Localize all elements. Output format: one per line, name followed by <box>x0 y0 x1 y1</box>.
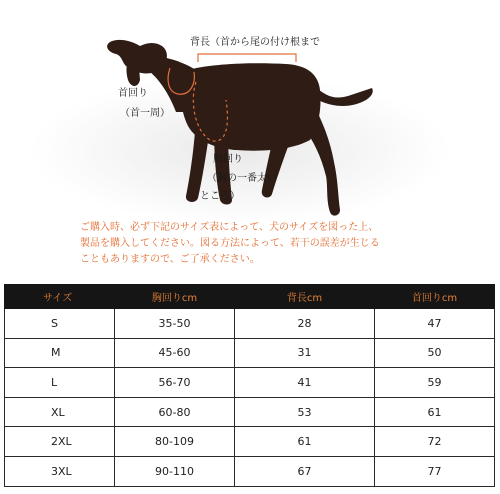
table-row <box>5 338 495 368</box>
header-size: サイズ <box>5 285 115 309</box>
cell-size: L <box>5 368 115 398</box>
table-row <box>5 309 495 339</box>
cell-size: M <box>5 338 115 368</box>
cell-chest: 45-60 <box>115 338 235 368</box>
table-row <box>5 427 495 457</box>
cell-back-length: 53 <box>235 397 375 427</box>
table-row <box>5 368 495 398</box>
neck-label: 首回り <box>118 88 148 99</box>
cell-chest: 80-109 <box>115 427 235 457</box>
chest-label: 胸回り <box>213 154 243 165</box>
cell-chest: 60-80 <box>115 397 235 427</box>
cell-back-length: 31 <box>235 338 375 368</box>
cell-neck: 72 <box>375 427 495 457</box>
back-length-label: 背長（首から尾の付け根まで <box>190 37 320 48</box>
cell-chest: 56-70 <box>115 368 235 398</box>
cell-neck: 50 <box>375 338 495 368</box>
header-chest: 胸回りcm <box>115 285 235 309</box>
chest-sub-label-1: （胸の一番太い <box>207 173 277 184</box>
cell-neck: 47 <box>375 309 495 339</box>
chest-sub-label-2: ところ） <box>200 191 240 202</box>
purchase-note <box>80 220 470 268</box>
cell-neck: 59 <box>375 368 495 398</box>
table-row <box>5 397 495 427</box>
cell-back-length: 28 <box>235 309 375 339</box>
cell-size: S <box>5 309 115 339</box>
cell-back-length: 61 <box>235 427 375 457</box>
cell-size: XL <box>5 397 115 427</box>
cell-back-length: 41 <box>235 368 375 398</box>
cell-back-length: 67 <box>235 456 375 486</box>
cell-size: 2XL <box>5 427 115 457</box>
cell-chest: 35-50 <box>115 309 235 339</box>
neck-sub-label: （首一周） <box>120 108 170 119</box>
header-back-length: 背長cm <box>235 285 375 309</box>
note-line: こともありますので、ご了承ください。 <box>80 254 260 265</box>
cell-neck: 77 <box>375 456 495 486</box>
header-neck: 首回りcm <box>375 285 495 309</box>
note-line: 製品を購入してください。図る方法によって、若干の誤差が生じる <box>80 238 380 249</box>
back-length-line <box>198 54 296 62</box>
size-table <box>4 284 495 487</box>
cell-chest: 90-110 <box>115 456 235 486</box>
size-table-header <box>5 285 495 309</box>
table-row <box>5 456 495 486</box>
note-line: ご購入時、必ず下記のサイズ表によって、犬のサイズを図った上、 <box>80 222 379 233</box>
cell-neck: 61 <box>375 397 495 427</box>
cell-size: 3XL <box>5 456 115 486</box>
